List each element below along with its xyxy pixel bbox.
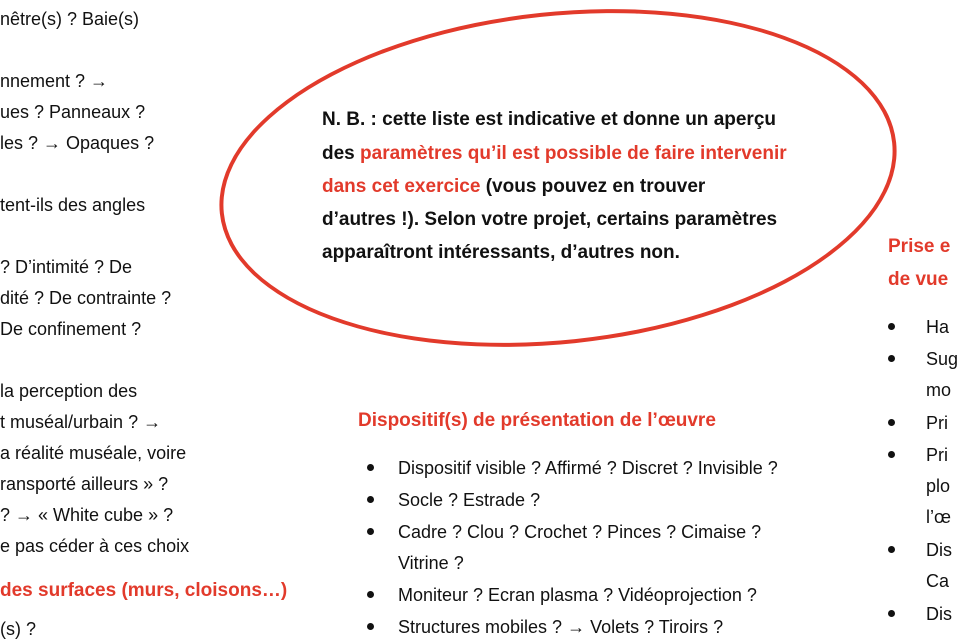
right-item: Dis xyxy=(926,604,952,624)
bullet-icon xyxy=(888,451,895,458)
left-line: ? → « White cube » ? xyxy=(0,505,174,525)
bullet-icon xyxy=(367,528,374,535)
right-item-continued: l’œ xyxy=(926,507,951,527)
right-item: Sug xyxy=(926,349,958,369)
left-line: ues ? Panneaux ? xyxy=(0,102,146,122)
bullet-icon xyxy=(888,546,895,553)
note-line-4: d’autres !). Selon votre projet, certains paramètres xyxy=(322,209,778,230)
left-line: nnement ? → xyxy=(0,71,109,91)
presentation-item: Dispositif visible ? Affirmé ? Discret ? Invisible ? xyxy=(398,458,778,478)
left-line: ? D’intimité ? De xyxy=(0,257,133,277)
left-line: t muséal/urbain ? → xyxy=(0,412,162,432)
bullet-icon xyxy=(888,610,895,617)
note-line-1: N. B. : cette liste est indicative et donne un aperçu xyxy=(322,109,776,130)
right-item: Dis xyxy=(926,540,952,560)
right-item-continued: mo xyxy=(926,380,952,400)
right-item-continued: Ca xyxy=(926,571,950,591)
left-line: dité ? De contrainte ? xyxy=(0,288,172,308)
presentation-item: Moniteur ? Ecran plasma ? Vidéoprojection ? xyxy=(398,585,757,605)
left-line: ransporté ailleurs » ? xyxy=(0,474,169,494)
bullet-icon xyxy=(888,323,895,330)
left-line: les ? → Opaques ? xyxy=(0,133,155,153)
bullet-icon xyxy=(367,623,374,630)
note-line-3-black: (vous pouvez en trouver xyxy=(480,176,706,197)
bullet-icon xyxy=(367,496,374,503)
left-heading-surfaces: des surfaces (murs, cloisons…) xyxy=(0,580,288,601)
presentation-item: Cadre ? Clou ? Crochet ? Pinces ? Cimaise ? xyxy=(398,522,762,542)
bullet-icon xyxy=(367,591,374,598)
bullet-icon xyxy=(367,464,374,471)
note-line-2 xyxy=(322,143,787,165)
left-line: a réalité muséale, voire xyxy=(0,443,187,463)
note-line-3 xyxy=(322,176,705,198)
left-line: (s) ? xyxy=(0,619,36,639)
left-line: e pas céder à ces choix xyxy=(0,536,190,556)
presentation-item: Structures mobiles ? → Volets ? Tiroirs ? xyxy=(398,617,724,637)
note-line-2-red: paramètres qu’il est possible de faire intervenir xyxy=(360,143,787,164)
bullet-icon xyxy=(888,355,895,362)
note-line-5: apparaîtront intéressants, d’autres non. xyxy=(322,242,680,263)
left-line: la perception des xyxy=(0,381,138,401)
bullet-icon xyxy=(888,419,895,426)
left-line: De confinement ? xyxy=(0,319,142,339)
right-item: Pri xyxy=(926,413,948,433)
right-heading-line-2: de vue xyxy=(888,269,949,290)
left-line: tent-ils des angles xyxy=(0,195,146,215)
presentation-item-continued: Vitrine ? xyxy=(398,553,464,573)
right-item-continued: plo xyxy=(926,476,951,496)
note-line-3-red: dans cet exercice xyxy=(322,176,481,197)
left-line: nêtre(s) ? Baie(s) xyxy=(0,9,140,29)
right-heading-line-1: Prise e xyxy=(888,236,951,257)
presentation-item: Socle ? Estrade ? xyxy=(398,490,541,510)
presentation-heading: Dispositif(s) de présentation de l’œuvre xyxy=(358,410,716,431)
right-item: Pri xyxy=(926,445,948,465)
note-line-2-black: des xyxy=(322,143,361,164)
right-item: Ha xyxy=(926,317,950,337)
